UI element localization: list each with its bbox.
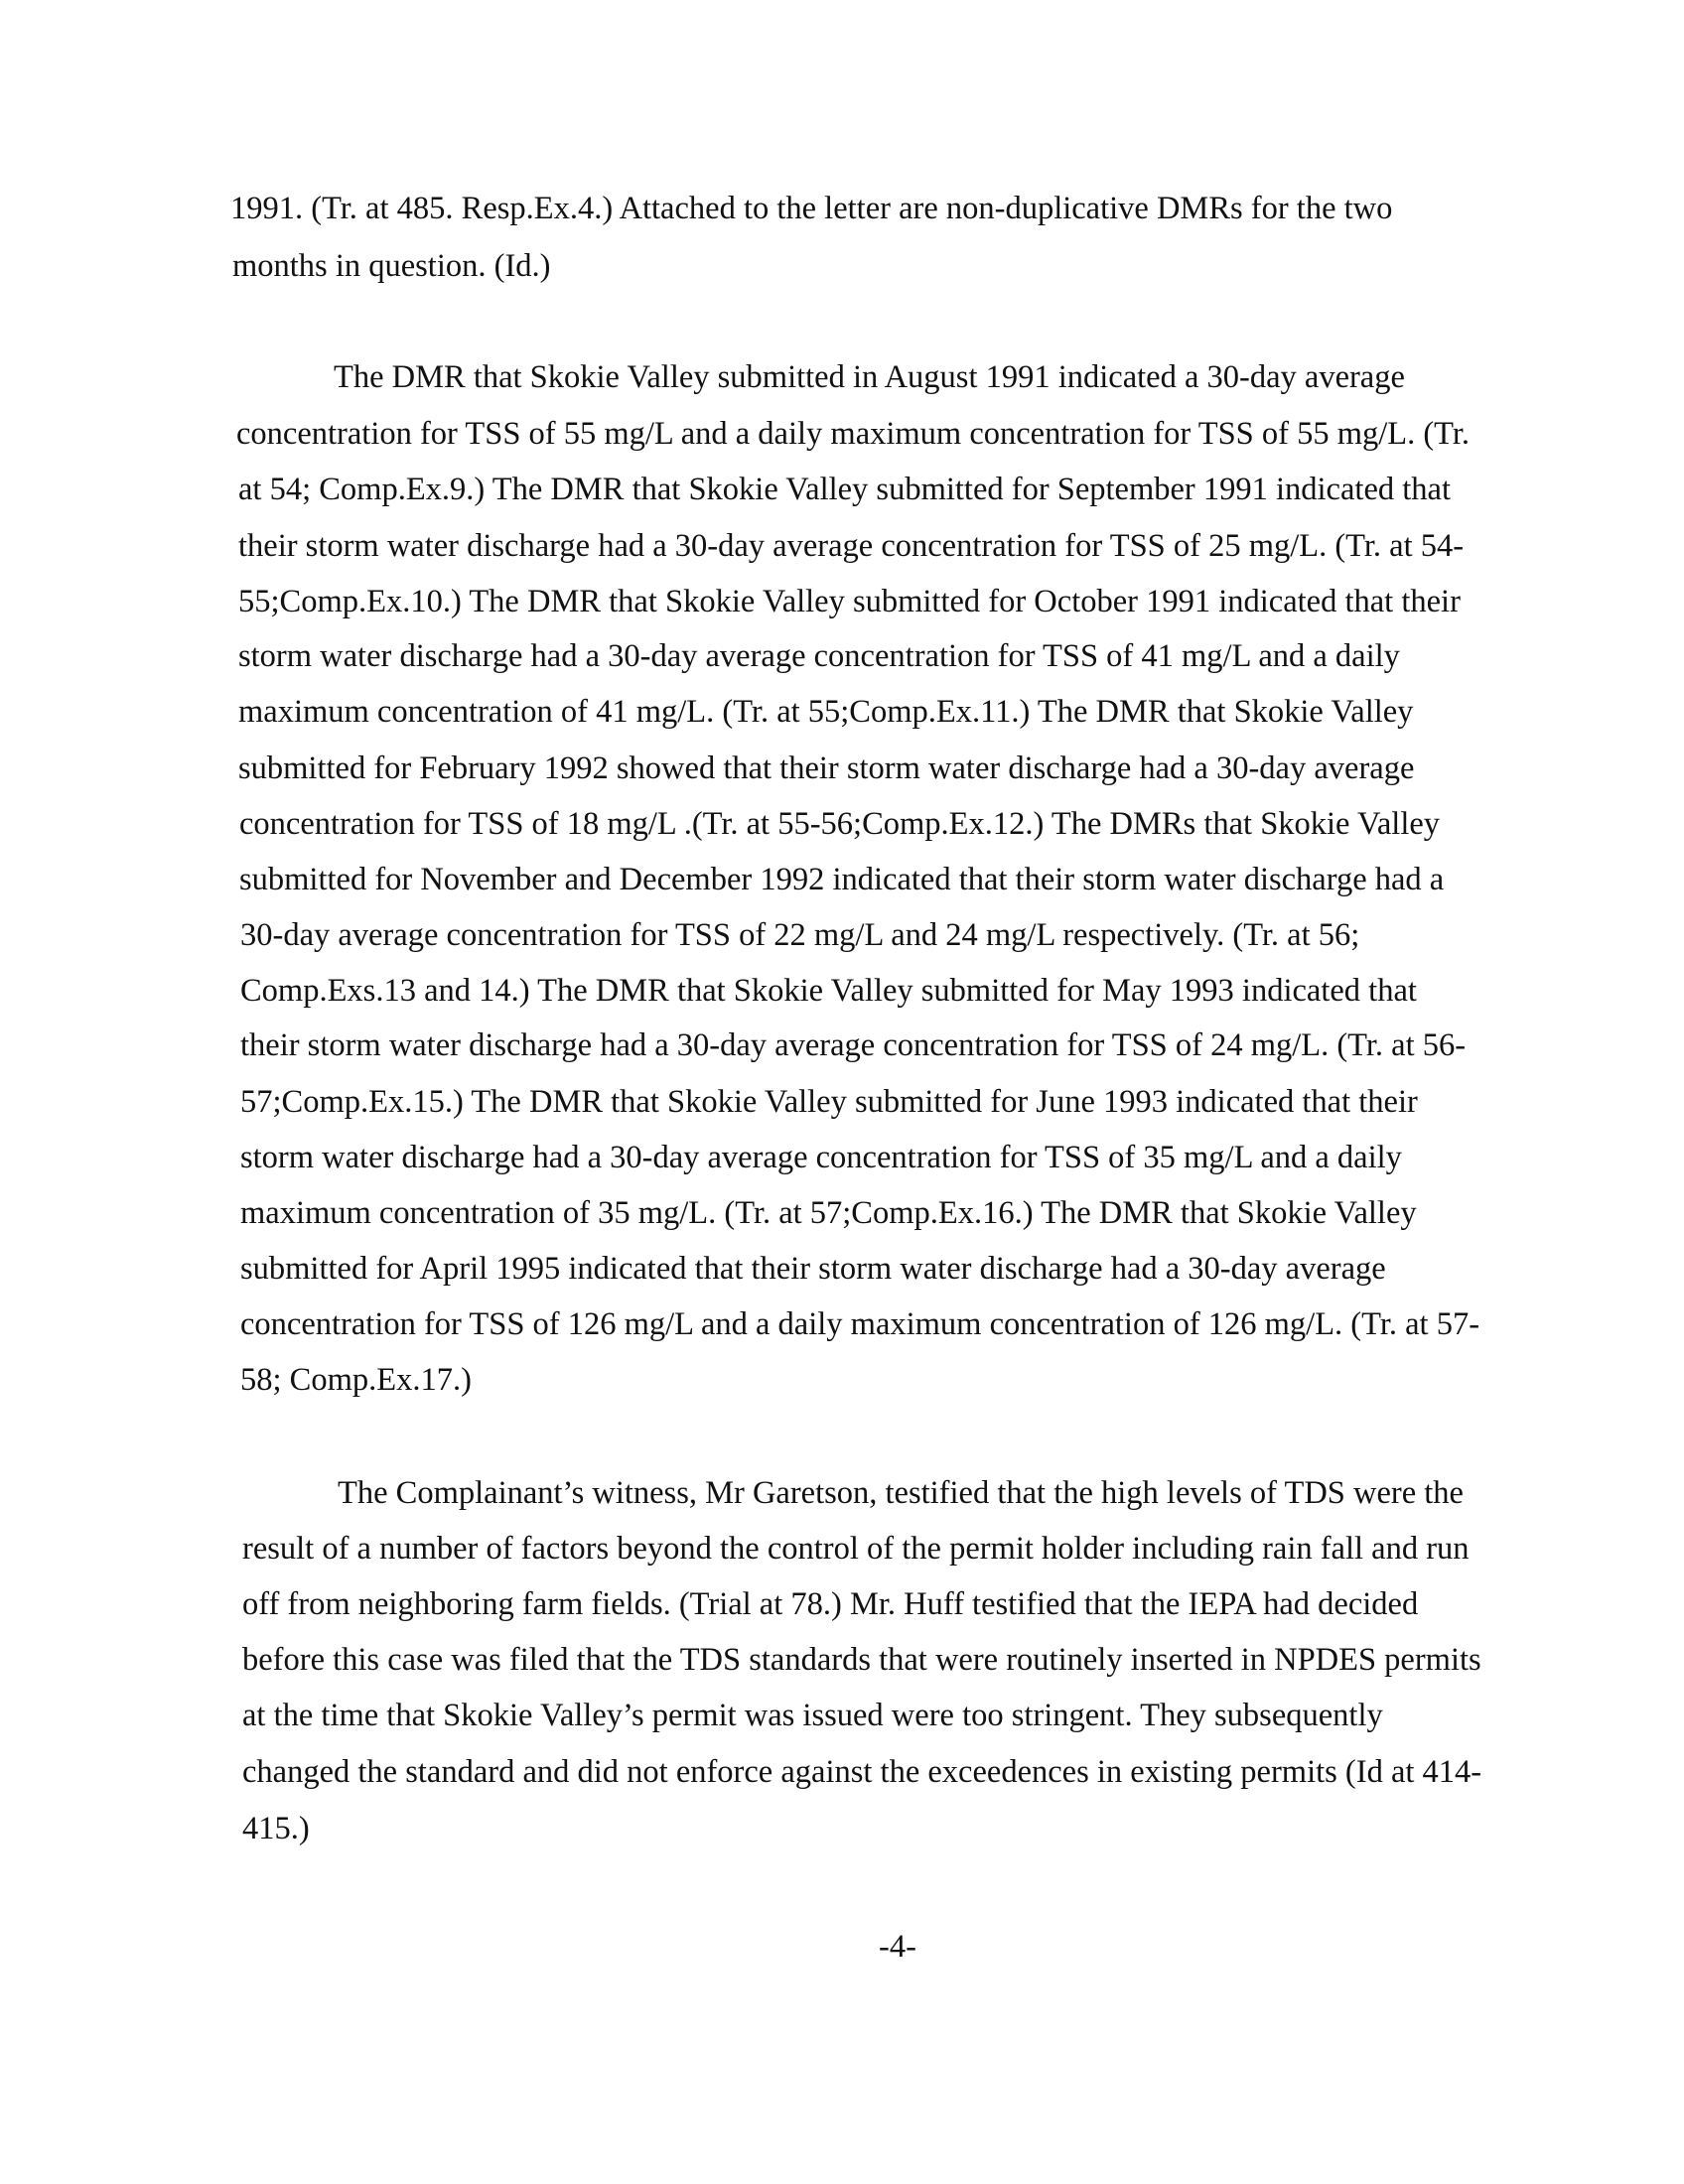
text-line: The DMR that Skokie Valley submitted in August 1991 indicated a 30-day average (334, 359, 1405, 395)
text-line: maximum concentration of 35 mg/L. (Tr. at 57;Comp.Ex.16.) The DMR that Skokie Valley (240, 1195, 1417, 1231)
text-line: The Complainant’s witness, Mr Garetson, testified that the high levels of TDS were the (338, 1475, 1464, 1511)
text-line: submitted for November and December 1992 indicated that their storm water discharge had a (239, 862, 1445, 897)
text-line: 1991. (Tr. at 485. Resp.Ex.4.) Attached to the letter are non-duplicative DMRs for the two (230, 191, 1393, 226)
text-line: their storm water discharge had a 30-day average concentration for TSS of 24 mg/L. (Tr. at 56- (240, 1027, 1467, 1063)
text-line: concentration for TSS of 126 mg/L and a daily maximum concentration of 126 mg/L. (Tr. at 57- (240, 1306, 1480, 1342)
page-number: -4- (879, 1929, 916, 1965)
text-line: months in question. (Id.) (232, 248, 551, 284)
text-line: off from neighboring farm fields. (Trial at 78.) Mr. Huff testified that the IEPA had decided (242, 1586, 1419, 1622)
text-line: their storm water discharge had a 30-day average concentration for TSS of 25 mg/L. (Tr. at 54- (238, 528, 1465, 564)
text-line: result of a number of factors beyond the control of the permit holder including rain fall and run (242, 1531, 1470, 1567)
text-line: 57;Comp.Ex.15.) The DMR that Skokie Valley submitted for June 1993 indicated that their (240, 1084, 1418, 1120)
text-line: 415.) (242, 1811, 310, 1846)
text-line: before this case was filed that the TDS standards that were routinely inserted in NPDES permits (242, 1642, 1481, 1678)
text-line: submitted for April 1995 indicated that their storm water discharge had a 30-day average (240, 1251, 1386, 1287)
text-line: storm water discharge had a 30-day average concentration for TSS of 35 mg/L and a daily (240, 1140, 1402, 1175)
text-line: maximum concentration of 41 mg/L. (Tr. at 55;Comp.Ex.11.) The DMR that Skokie Valley (238, 694, 1414, 730)
text-line: concentration for TSS of 18 mg/L .(Tr. at 55-56;Comp.Ex.12.) The DMRs that Skokie Valley (239, 806, 1441, 842)
text-line: changed the standard and did not enforce against the exceedences in existing permits (Id at 414- (242, 1754, 1482, 1790)
text-line: 55;Comp.Ex.10.) The DMR that Skokie Valley submitted for October 1991 indicated that their (238, 584, 1461, 619)
text-line: 30-day average concentration for TSS of 22 mg/L and 24 mg/L respectively. (Tr. at 56; (240, 917, 1360, 953)
text-line: storm water discharge had a 30-day average concentration for TSS of 41 mg/L and a daily (238, 638, 1400, 674)
text-line: at the time that Skokie Valley’s permit was issued were too stringent. They subsequently (242, 1698, 1383, 1733)
text-line: concentration for TSS of 55 mg/L and a daily maximum concentration for TSS of 55 mg/L. (Tr. (236, 416, 1471, 452)
text-line: submitted for February 1992 showed that their storm water discharge had a 30-day average (238, 751, 1415, 786)
text-line: 58; Comp.Ex.17.) (240, 1362, 472, 1398)
text-line: Comp.Exs.13 and 14.) The DMR that Skokie Valley submitted for May 1993 indicated that (240, 973, 1417, 1009)
text-line: at 54; Comp.Ex.9.) The DMR that Skokie Valley submitted for September 1991 indicated that (238, 472, 1451, 507)
